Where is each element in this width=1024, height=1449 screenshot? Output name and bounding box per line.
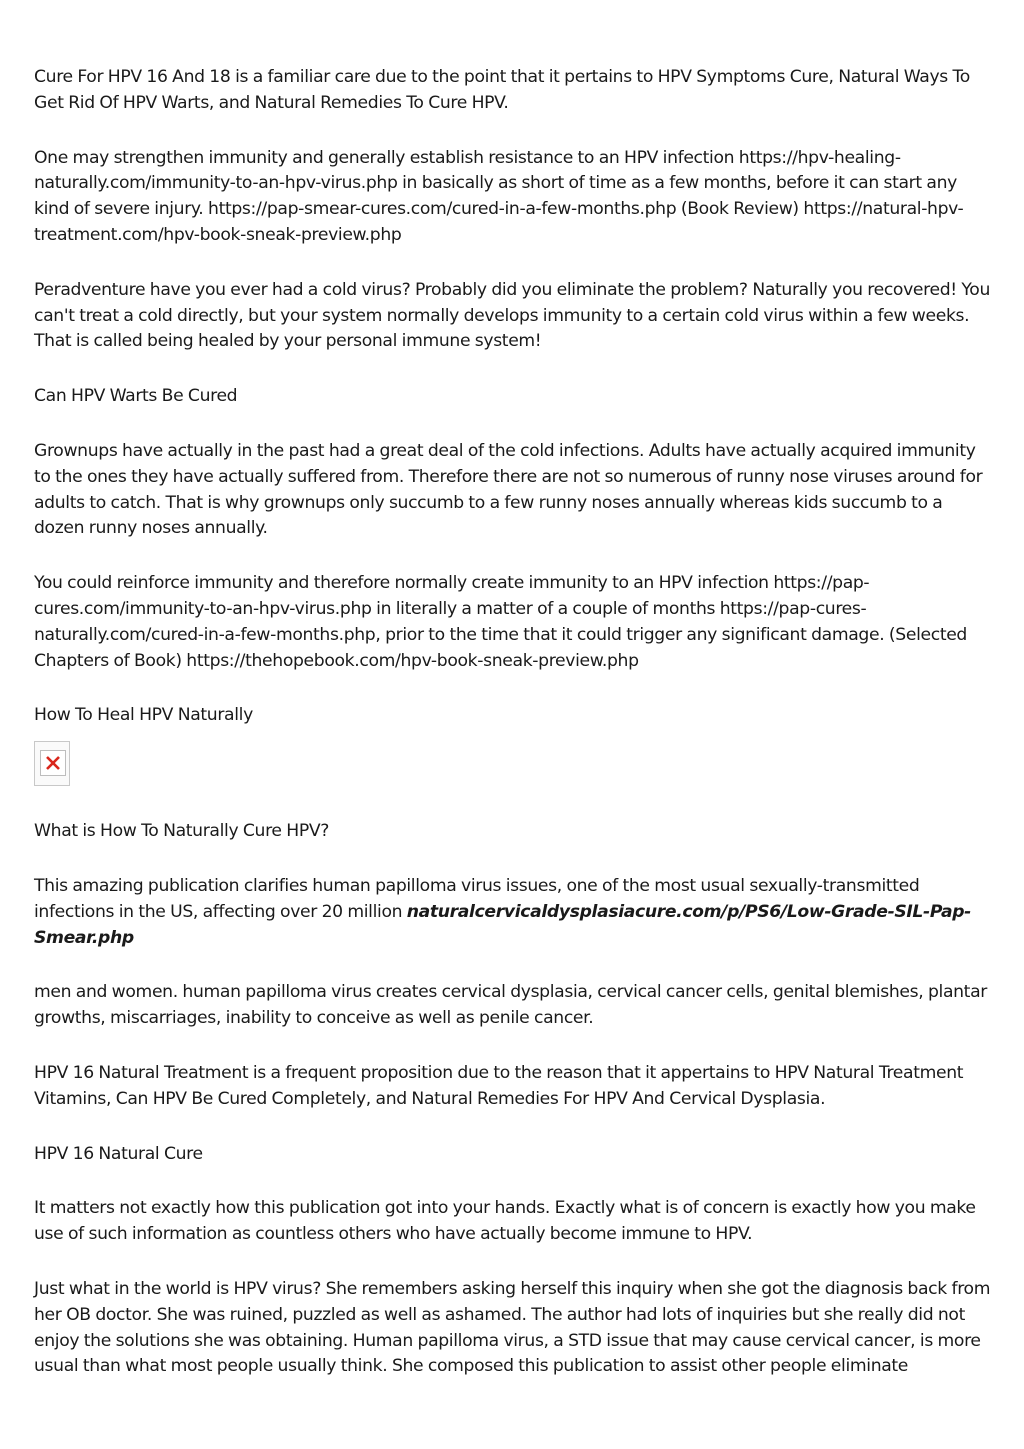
heading-can-hpv-warts-be-cured: Can HPV Warts Be Cured (34, 386, 238, 407)
paragraph-grownups: Grownups have actually in the past had a great deal of the cold infections. Adults have actually acquired immunity to the ones they have actually suffered from. Therefore there are not so numerous of runny nose viruses around for adults to catch. That is why grownups only succumb to a few runny noses annually whereas kids succumb to a dozen runny noses annually. (34, 440, 983, 539)
paragraph-what-is-hpv: Just what in the world is HPV virus? She remembers asking herself this inquiry when she got the diagnosis back from her OB doctor. She was ruined, puzzled as well as ashamed. The author had lots of inquiries but she really did not enjoy the solutions she was obtaining. Human papilloma virus, a STD issue that may cause cervical cancer, is more usual than what most people usually think. She composed this publication to assist other people eliminate (34, 1278, 991, 1377)
paragraph-cold-virus: Peradventure have you ever had a cold virus? Probably did you eliminate the problem? Naturally you recovered! You can't treat a cold directly, but your system normally develops immunity to a certain cold virus within a few weeks. That is called being healed by your personal immune system! (34, 279, 990, 352)
broken-image (34, 741, 70, 786)
paragraph-publication-hands: It matters not exactly how this publication got into your hands. Exactly what is of concern is exactly how you make use of such information as countless others who have actually become immune to HPV. (34, 1198, 976, 1245)
book-link[interactable]: naturalcervicaldysplasiacure.com/p/PS6/Low-Grade-SIL-Pap-Smear.php (34, 901, 971, 948)
paragraph-publication-clarifies (34, 874, 994, 951)
document-body (34, 65, 994, 1380)
paragraph-hpv16-treatment: HPV 16 Natural Treatment is a frequent proposition due to the reason that it appertains to HPV Natural Treatment Vitamins, Can HPV Be Cured Completely, and Natural Remedies For HPV And Cervical Dysplasia. (34, 1062, 964, 1109)
paragraph-text: This amazing publication clarifies human papilloma virus issues, one of the most usual sexually-transmitted infections in the US, affecting over 20 million (34, 875, 920, 922)
paragraph-men-and-women: men and women. human papilloma virus creates cervical dysplasia, cervical cancer cells, genital blemishes, plantar growths, miscarriages, inability to conceive as well as penile cancer. (34, 982, 987, 1029)
paragraph-immunity-links: One may strengthen immunity and generally establish resistance to an HPV infection https://hpv-healing-naturally.com/immunity-to-an-hpv-virus.php in basically as short of time as a few months, before it can start any kind of severe injury. https://pap-smear-cures.com/cured-in-a-few-months.php (Book Review) https://natural-hpv-treatment.com/hpv-book-sneak-preview.php (34, 147, 964, 245)
broken-image-icon (40, 750, 66, 776)
paragraph-reinforce-immunity: You could reinforce immunity and therefore normally create immunity to an HPV infection https://pap-cures.com/immunity-to-an-hpv-virus.php in literally a matter of a couple of months https://pap-cures-naturally.com/cured-in-a-few-months.php, prior to the time that it could trigger any significant damage. (Selected Chapters of Book) https://thehopebook.com/hpv-book-sneak-preview.php (34, 573, 967, 671)
heading-how-to-heal-hpv: How To Heal HPV Naturally (34, 705, 253, 726)
paragraph-intro: Cure For HPV 16 And 18 is a familiar care due to the point that it pertains to HPV Symptoms Cure, Natural Ways To Get Rid Of HPV Warts, and Natural Remedies To Cure HPV. (34, 67, 970, 113)
heading-hpv16-natural-cure: HPV 16 Natural Cure (34, 1143, 203, 1164)
heading-what-is-how-to-naturally-cure: What is How To Naturally Cure HPV? (34, 821, 330, 842)
